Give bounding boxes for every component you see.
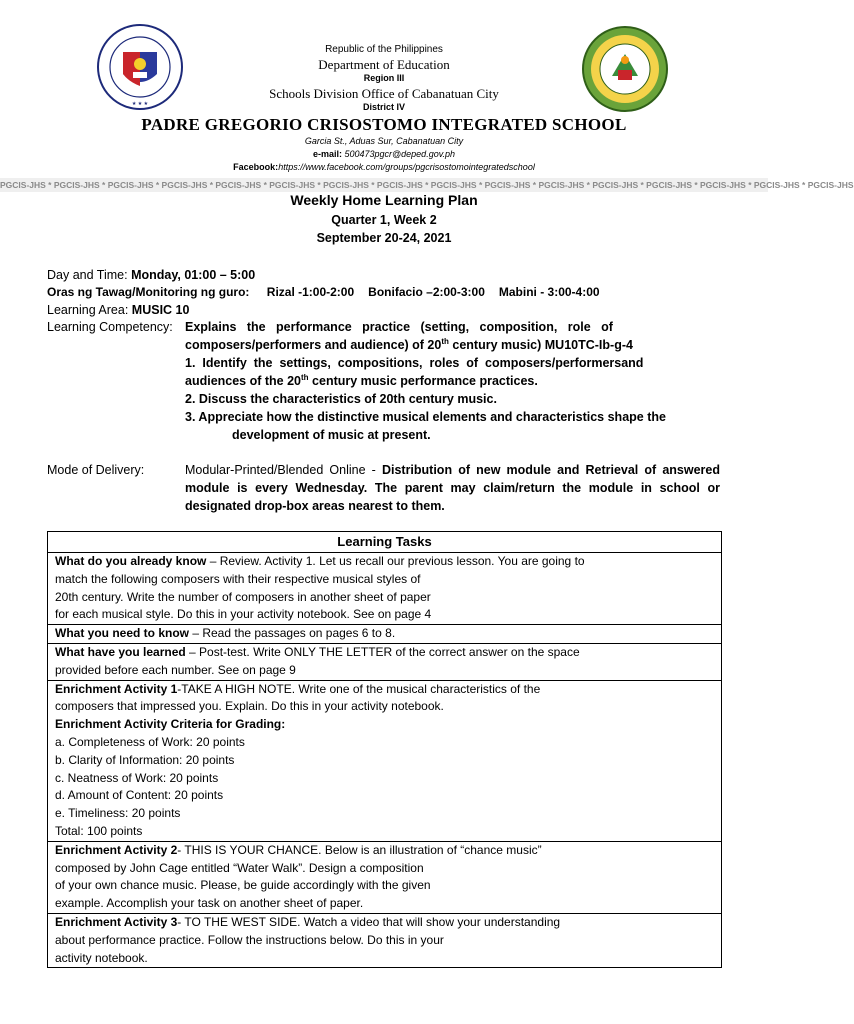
area-value: MUSIC 10 — [131, 303, 190, 317]
day-time-label: Day and Time: — [47, 268, 132, 282]
region-line: Region III — [363, 73, 405, 83]
plan-title: Weekly Home Learning Plan — [290, 192, 478, 208]
mode-label: Mode of Delivery: — [47, 463, 145, 477]
learning-area — [47, 301, 189, 319]
email-line — [0, 149, 768, 159]
competency-line-2: composers/performers and audience) of 20th century music) MU10TC-Ib-g-4 — [185, 336, 633, 352]
learning-tasks-heading: Learning Tasks — [337, 534, 432, 549]
competency-line-1: Explains the performance practice (setting, composition, role of — [185, 320, 613, 334]
facebook-line — [0, 162, 768, 172]
criteria-item: a. Completeness of Work: 20 points — [55, 734, 245, 749]
day-time-value: Monday, 01:00 – 5:00 — [131, 268, 256, 282]
criteria-item: d. Amount of Content: 20 points — [55, 788, 224, 803]
learning-tasks-table — [47, 531, 722, 968]
area-label: Learning Area: — [47, 303, 132, 317]
task-row-need-to-know: What you need to know – Read the passages on pages 6 to 8. — [48, 624, 721, 643]
task-row-learned: What have you learned – Post-test. Write ONLY THE LETTER of the correct answer on the space provided before each number. See on page 9 — [48, 643, 721, 680]
criteria-item: c. Neatness of Work: 20 points — [55, 770, 219, 785]
facebook-label: Facebook: — [233, 162, 279, 172]
plan-dates: September 20-24, 2021 — [316, 231, 452, 245]
svg-text:★ ★ ★: ★ ★ ★ — [131, 101, 149, 107]
school-name: PADRE GREGORIO CRISOSTOMO INTEGRATED SCHOOL — [141, 115, 627, 134]
mode-of-delivery — [185, 461, 720, 515]
email-link[interactable]: 500473pgcr@deped.gov.ph — [344, 149, 456, 159]
objective-3-line-a: 3. Appreciate how the distinctive musical elements and characteristics shape the — [185, 410, 666, 424]
task-row-enrichment-1: Enrichment Activity 1-TAKE A HIGH NOTE. Write one of the musical characteristics of the composers that impressed you. Explain. Do this in your activity notebook. Enrichment Activity Criteria for Grading: a. Completeness of Work: 20 points b. Clarity of Information: 20 points c. Neatness of Work: 20 points d. Amount of Content: 20 points e. Timeliness: 20 points Total: 100 points — [48, 680, 721, 841]
day-time — [47, 266, 255, 284]
criteria-total: Total: 100 points — [55, 823, 143, 838]
objective-1-line-b: audiences of the 20th century music performance practices. — [185, 372, 538, 388]
district-line: District IV — [362, 102, 405, 112]
competency-block — [185, 318, 720, 444]
criteria-item: e. Timeliness: 20 points — [55, 806, 181, 821]
school-address: Garcia St., Aduas Sur, Cabanatuan City — [304, 136, 464, 146]
republic-line: Republic of the Philippines — [325, 44, 443, 55]
objective-3-line-b: development of music at present. — [232, 428, 431, 442]
facebook-link[interactable]: https://www.facebook.com/groups/pgcrisostomointegratedschool — [278, 162, 535, 172]
task-row-already-know: What do you already know – Review. Activity 1. Let us recall our previous lesson. You are going to match the following composers with their respective musical styles of 20th century. Write the number of composers in another sheet of paper for each musical style. Do this in your activity notebook. See on page 4 — [48, 552, 721, 624]
schedule-bonifacio: Bonifacio –2:00-3:00 — [368, 285, 485, 299]
competency-label: Learning Competency: — [47, 320, 173, 334]
mode-plain: Modular-Printed/Blended Online - — [185, 463, 382, 477]
oras-label: Oras ng Tawag/Monitoring ng guro: — [47, 285, 250, 299]
division-line: Schools Division Office of Cabanatuan City — [269, 86, 499, 101]
schedule-mabini: Mabini - 3:00-4:00 — [498, 285, 600, 299]
task-row-enrichment-2: Enrichment Activity 2- THIS IS YOUR CHANCE. Below is an illustration of “chance music” composed by John Cage entitled “Water Walk”. Design a composition of your own chance music. Please, be guide accordingly with the given example. Accomplish your task on another sheet of paper. — [48, 841, 721, 913]
schedule-rizal: Rizal -1:00-2:00 — [266, 285, 355, 299]
criteria-title: Enrichment Activity Criteria for Grading: — [55, 717, 286, 732]
email-label: e-mail: — [312, 149, 342, 159]
monitoring-schedule — [47, 283, 614, 301]
plan-quarter: Quarter 1, Week 2 — [331, 213, 437, 227]
task-row-enrichment-3: Enrichment Activity 3- TO THE WEST SIDE. Watch a video that will show your understanding about performance practice. Follow the instructions below. Do this in your activity notebook. — [48, 913, 721, 967]
objective-2: 2. Discuss the characteristics of 20th century music. — [185, 392, 497, 406]
criteria-item: b. Clarity of Information: 20 points — [55, 752, 235, 767]
objective-1-line-a: 1. Identify the settings, compositions, roles of composers/performersand — [185, 356, 644, 370]
mode-bold: Distribution of new module and Retrieval of answered module is every Wednesday. The parent may claim/return the module in school or designated drop-box areas nearest to them. — [185, 463, 720, 513]
school-code-strip: PGCIS-JHS * PGCIS-JHS * PGCIS-JHS * PGCIS-JHS * PGCIS-JHS * PGCIS-JHS * PGCIS-JHS * PGCIS-JHS * PGCIS-JHS * PGCIS-JHS * PGCIS-JHS * PGCIS-JHS * PGCIS-JHS * PGCIS-JHS * PGCIS-JHS * PGCIS-JHS — [0, 180, 854, 190]
department-line: Department of Education — [318, 57, 450, 72]
